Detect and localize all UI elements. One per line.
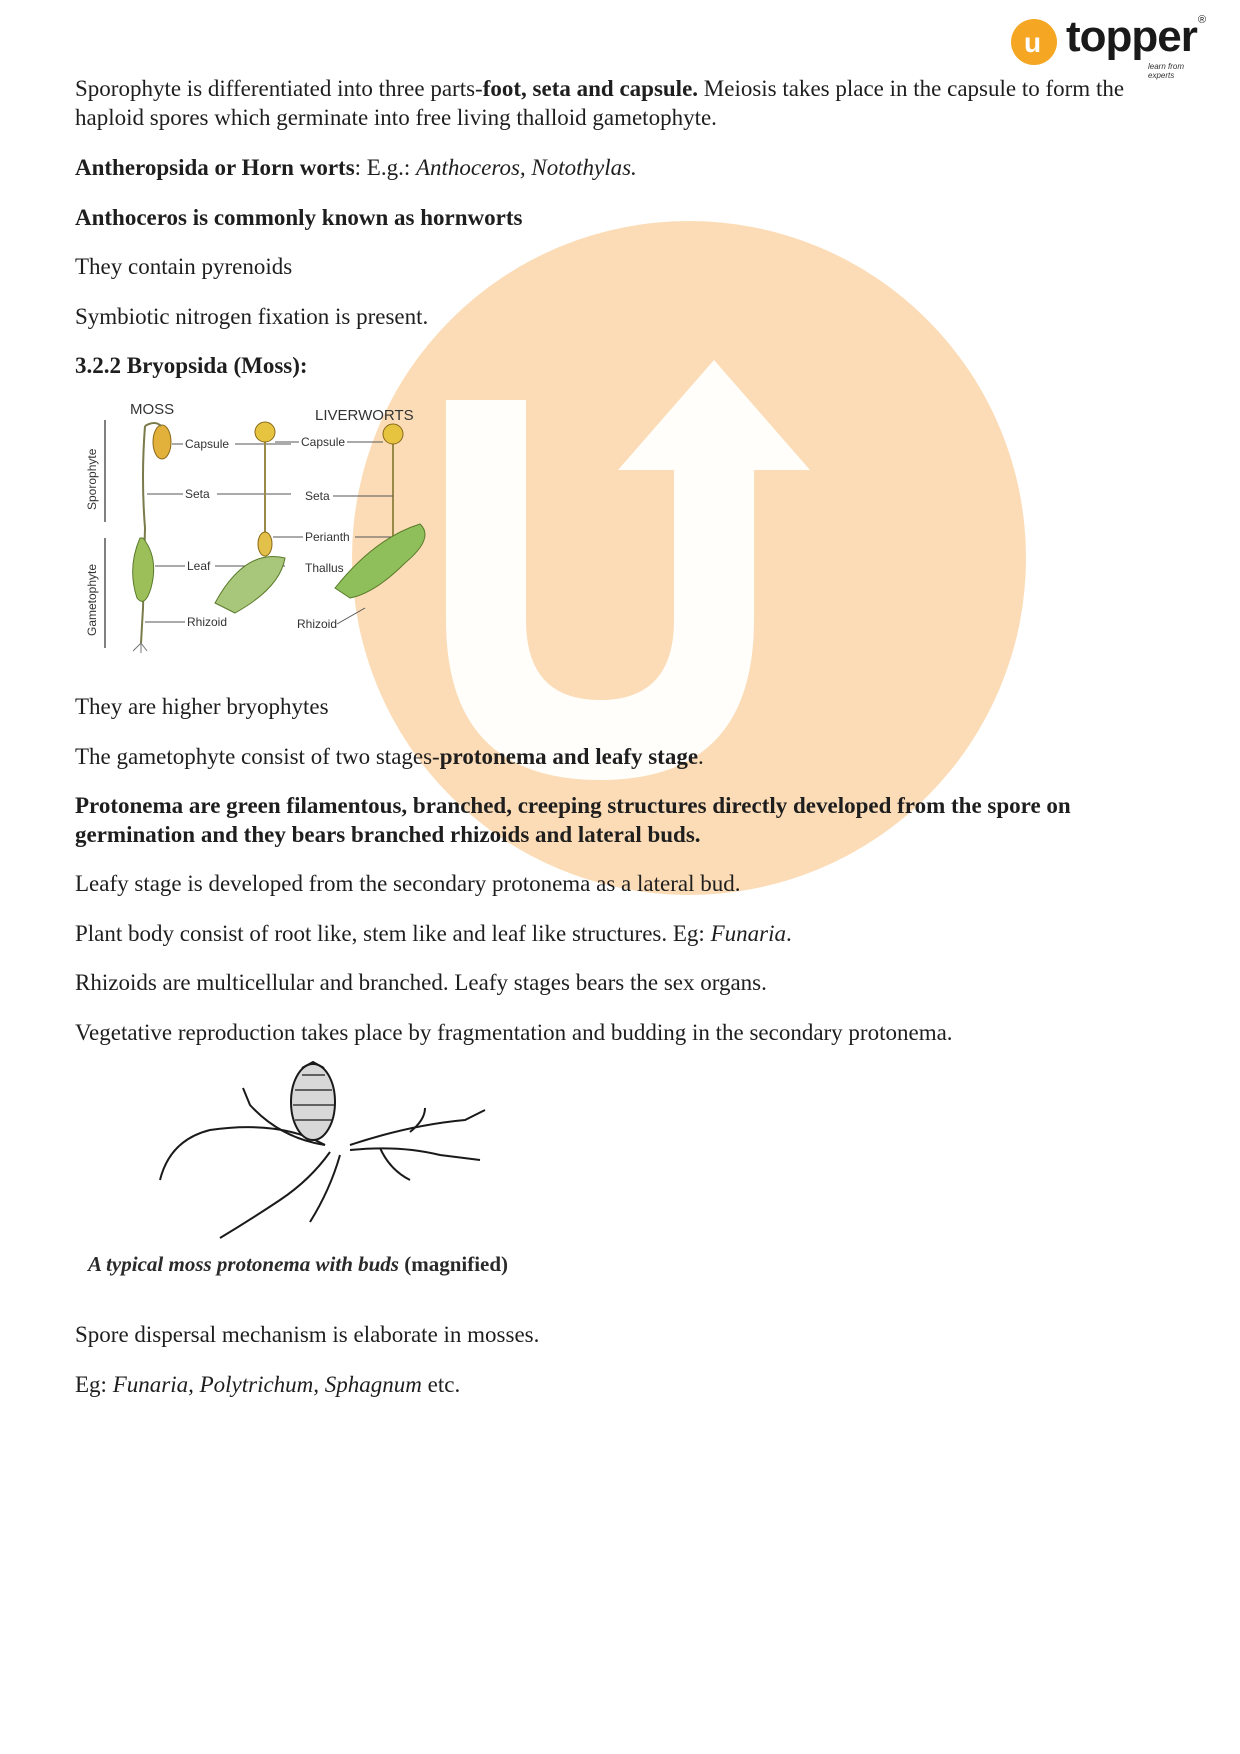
label-capsule-left: Capsule bbox=[185, 437, 230, 451]
paragraph-nitrogen-fixation: Symbiotic nitrogen fixation is present. bbox=[75, 304, 429, 329]
topper-logo-icon bbox=[1010, 18, 1060, 68]
label-thallus: Thallus bbox=[305, 561, 344, 575]
logo-registered: ® bbox=[1198, 14, 1207, 26]
moss-liverwort-diagram bbox=[75, 398, 495, 658]
protonema-diagram bbox=[80, 1060, 500, 1245]
svg-text:u: u bbox=[1024, 27, 1042, 58]
figure-caption: A typical moss protonema with buds (magnified) bbox=[88, 1252, 509, 1276]
paragraph-higher-bryophytes: They are higher bryophytes bbox=[75, 694, 329, 719]
label-sporophyte: Sporophyte bbox=[85, 448, 99, 510]
label-moss-title: MOSS bbox=[130, 401, 175, 418]
paragraph-pyrenoids: They contain pyrenoids bbox=[75, 254, 293, 279]
paragraph-vegetative-reproduction: Vegetative reproduction takes place by fragmentation and budding in the secondary protonema. bbox=[75, 1020, 953, 1045]
label-seta-left: Seta bbox=[185, 487, 210, 501]
label-perianth: Perianth bbox=[305, 530, 350, 544]
label-capsule-right: Capsule bbox=[301, 435, 346, 449]
label-seta-right: Seta bbox=[305, 489, 330, 503]
topper-logo bbox=[1010, 12, 1210, 80]
paragraph-plant-body: Plant body consist of root like, stem like and leaf like structures. Eg: Funaria. bbox=[75, 921, 792, 946]
label-rhizoid-left: Rhizoid bbox=[187, 615, 228, 629]
logo-brand: topper bbox=[1066, 12, 1197, 61]
paragraph-protonema: Protonema are green filamentous, branched, creeping structures directly developed from the spore on germination and they bears branched rhizoids and lateral buds. bbox=[75, 793, 1071, 847]
logo-tagline: learn from experts bbox=[1148, 62, 1185, 80]
paragraph-anthocerotopsida: Antheropsida or Horn worts: E.g.: Anthoceros, Notothylas. bbox=[75, 155, 637, 180]
paragraph-leafy-stage: Leafy stage is developed from the secondary protonema as a lateral bud. bbox=[75, 871, 741, 896]
section-heading: 3.2.2 Bryopsida (Moss): bbox=[75, 353, 308, 378]
paragraph-sporophyte: Sporophyte is differentiated into three parts-foot, seta and capsule. Meiosis takes place in the capsule to form the haploid spores which germinate into free living thalloid gametophyte. bbox=[75, 76, 1125, 130]
paragraph-gametophyte-stages: The gametophyte consist of two stages-protonema and leafy stage. bbox=[75, 744, 704, 769]
label-rhizoid-right: Rhizoid bbox=[297, 617, 338, 631]
label-liverworts-title: LIVERWORTS bbox=[315, 407, 414, 424]
label-gametophyte: Gametophyte bbox=[85, 563, 99, 636]
paragraph-rhizoids: Rhizoids are multicellular and branched. Leafy stages bears the sex organs. bbox=[75, 970, 767, 995]
paragraph-hornworts: Anthoceros is commonly known as hornworts bbox=[75, 205, 523, 230]
paragraph-examples: Eg: Funaria, Polytrichum, Sphagnum etc. bbox=[75, 1372, 461, 1397]
paragraph-spore-dispersal: Spore dispersal mechanism is elaborate in mosses. bbox=[75, 1322, 540, 1347]
label-leaf: Leaf bbox=[187, 559, 211, 573]
